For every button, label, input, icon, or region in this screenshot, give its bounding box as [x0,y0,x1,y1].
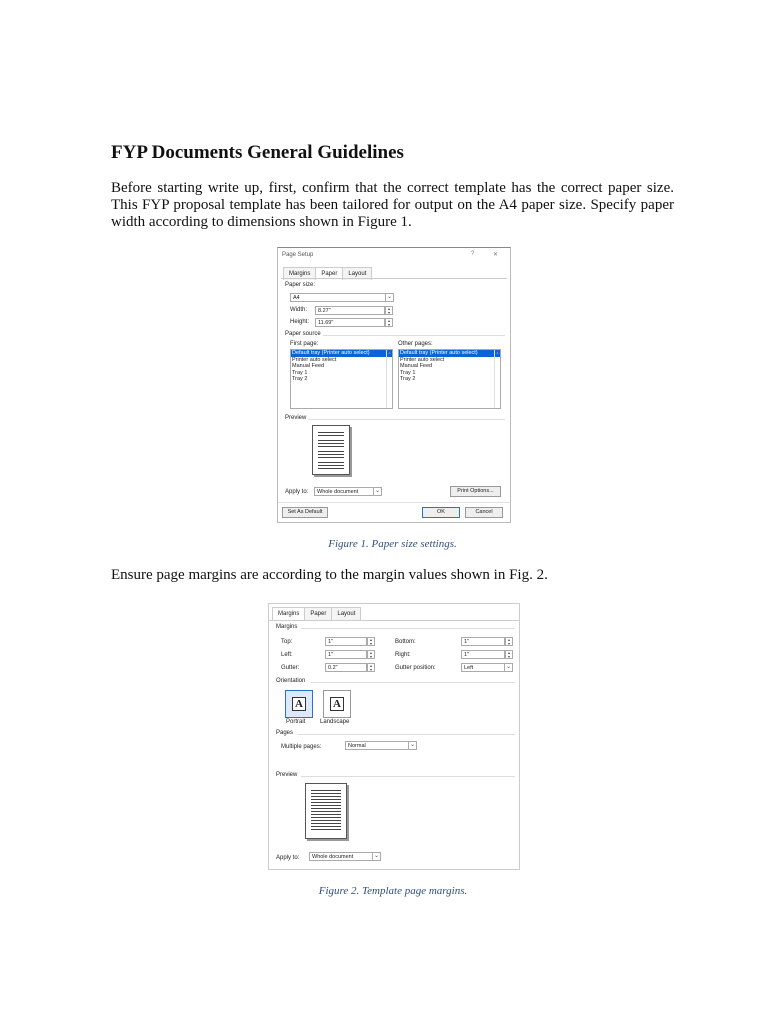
pages-label: Pages [276,730,294,736]
list-item[interactable]: Tray 2 [292,376,308,382]
gutter-position-select[interactable]: Left [461,663,505,672]
ok-button[interactable]: OK [422,507,460,518]
bottom-spinner[interactable]: ▴ ▾ [505,637,513,646]
tab-margins[interactable]: Margins [272,607,305,620]
right-margin-input[interactable]: 1" [461,650,505,659]
margins-paragraph: Ensure page margins are according to the margin values shown in Fig. 2. [111,567,548,583]
list-item[interactable]: Default tray (Printer auto select) [291,350,392,357]
left-spinner[interactable]: ▴ ▾ [367,650,375,659]
width-input[interactable]: 8.27" [315,306,385,315]
gutter-position-label: Gutter position: [395,665,436,671]
preview-label: Preview [276,772,298,778]
chevron-down-icon[interactable]: ⌄ [505,664,512,670]
tab-paper[interactable]: Paper [315,267,343,280]
preview-label: Preview [285,415,307,421]
figure2-caption: Figure 2. Template page margins. [318,885,468,897]
figure2-margins-dialog [268,603,520,870]
intro-paragraph: Before starting write up, first, confirm that the correct template has the correct paper size. This FYP proposal template has been tailored for output on the A4 paper size. Specify paper width according to dimensions shown in Figure 1. [111,180,674,230]
bottom-margin-input[interactable]: 1" [461,637,505,646]
portrait-button[interactable] [285,690,313,718]
right-spinner[interactable]: ▴ ▾ [505,650,513,659]
top-spinner[interactable]: ▴ ▾ [367,637,375,646]
first-page-label: First page: [290,341,319,347]
paper-size-group-label: Paper size: [285,282,316,288]
gutter-input[interactable]: 0.2" [325,663,367,672]
margins-group-label: Margins [276,624,298,630]
page-heading: FYP Documents General Guidelines [111,142,404,163]
first-page-list[interactable] [290,349,393,409]
list-item[interactable]: Default tray (Printer auto select) [399,350,500,357]
apply-to-select[interactable]: Whole document [309,852,373,861]
page-preview [312,425,350,475]
bottom-label: Bottom: [395,639,416,645]
chevron-down-icon[interactable]: ⌄ [373,853,380,859]
width-spinner[interactable]: ▴ ▾ [385,306,393,315]
dialog-title: Page Setup [282,252,314,258]
right-label: Right: [395,652,411,658]
tab-layout[interactable]: Layout [342,267,372,280]
other-pages-label: Other pages: [398,341,433,347]
other-pages-list[interactable] [398,349,501,409]
landscape-label[interactable]: Landscape [320,719,350,725]
close-icon[interactable]: ✕ [493,252,499,258]
scrollbar[interactable]: ▲ [494,350,500,408]
cancel-button[interactable]: Cancel [465,507,503,518]
page-preview [305,783,347,839]
list-item[interactable]: Tray 1 [400,369,416,376]
help-icon[interactable]: ? [471,251,475,257]
left-label: Left: [281,652,293,658]
top-label: Top: [281,639,293,645]
height-label: Height: [290,319,310,325]
list-item[interactable]: Manual Feed [400,363,433,369]
portrait-label[interactable]: Portrait [286,719,306,725]
width-label: Width: [290,307,308,313]
apply-to-label: Apply to: [285,489,309,495]
tab-layout[interactable]: Layout [331,607,361,620]
chevron-down-icon[interactable]: ⌄ [409,742,416,748]
multiple-pages-select[interactable]: Normal [345,741,409,750]
height-spinner[interactable]: ▴ ▾ [385,318,393,327]
list-item[interactable]: Tray 1 [292,369,308,376]
portrait-icon: A [292,697,306,711]
chevron-down-icon[interactable]: ⌄ [374,488,381,494]
gutter-label: Gutter: [281,665,300,671]
list-item[interactable]: Manual Feed [292,363,325,369]
landscape-button[interactable] [323,690,351,718]
top-margin-input[interactable]: 1" [325,637,367,646]
paper-size-select[interactable]: A4 [290,293,394,302]
chevron-down-icon[interactable]: ⌄ [386,294,393,300]
tab-paper[interactable]: Paper [304,607,332,620]
list-item[interactable]: Tray 2 [400,376,416,382]
left-margin-input[interactable]: 1" [325,650,367,659]
paper-source-label: Paper source [285,331,321,337]
gutter-spinner[interactable]: ▴ ▾ [367,663,375,672]
height-input[interactable]: 11.69" [315,318,385,327]
set-as-default-button[interactable]: Set As Default [282,507,328,518]
figure1-page-setup-dialog [277,247,511,523]
tab-margins[interactable]: Margins [283,267,316,280]
apply-to-select[interactable]: Whole document [314,487,374,496]
landscape-icon: A [330,697,344,711]
orientation-label: Orientation [276,678,306,684]
list-item[interactable]: Printer auto select [292,356,337,363]
apply-to-label: Apply to: [276,855,300,861]
scrollbar[interactable]: ▲ [386,350,392,408]
figure1-caption: Figure 1. Paper size settings. [328,538,457,550]
print-options-button[interactable]: Print Options... [450,486,501,497]
tab-bar [272,607,360,620]
multiple-pages-label: Multiple pages: [281,744,322,750]
list-item[interactable]: Printer auto select [400,356,445,363]
